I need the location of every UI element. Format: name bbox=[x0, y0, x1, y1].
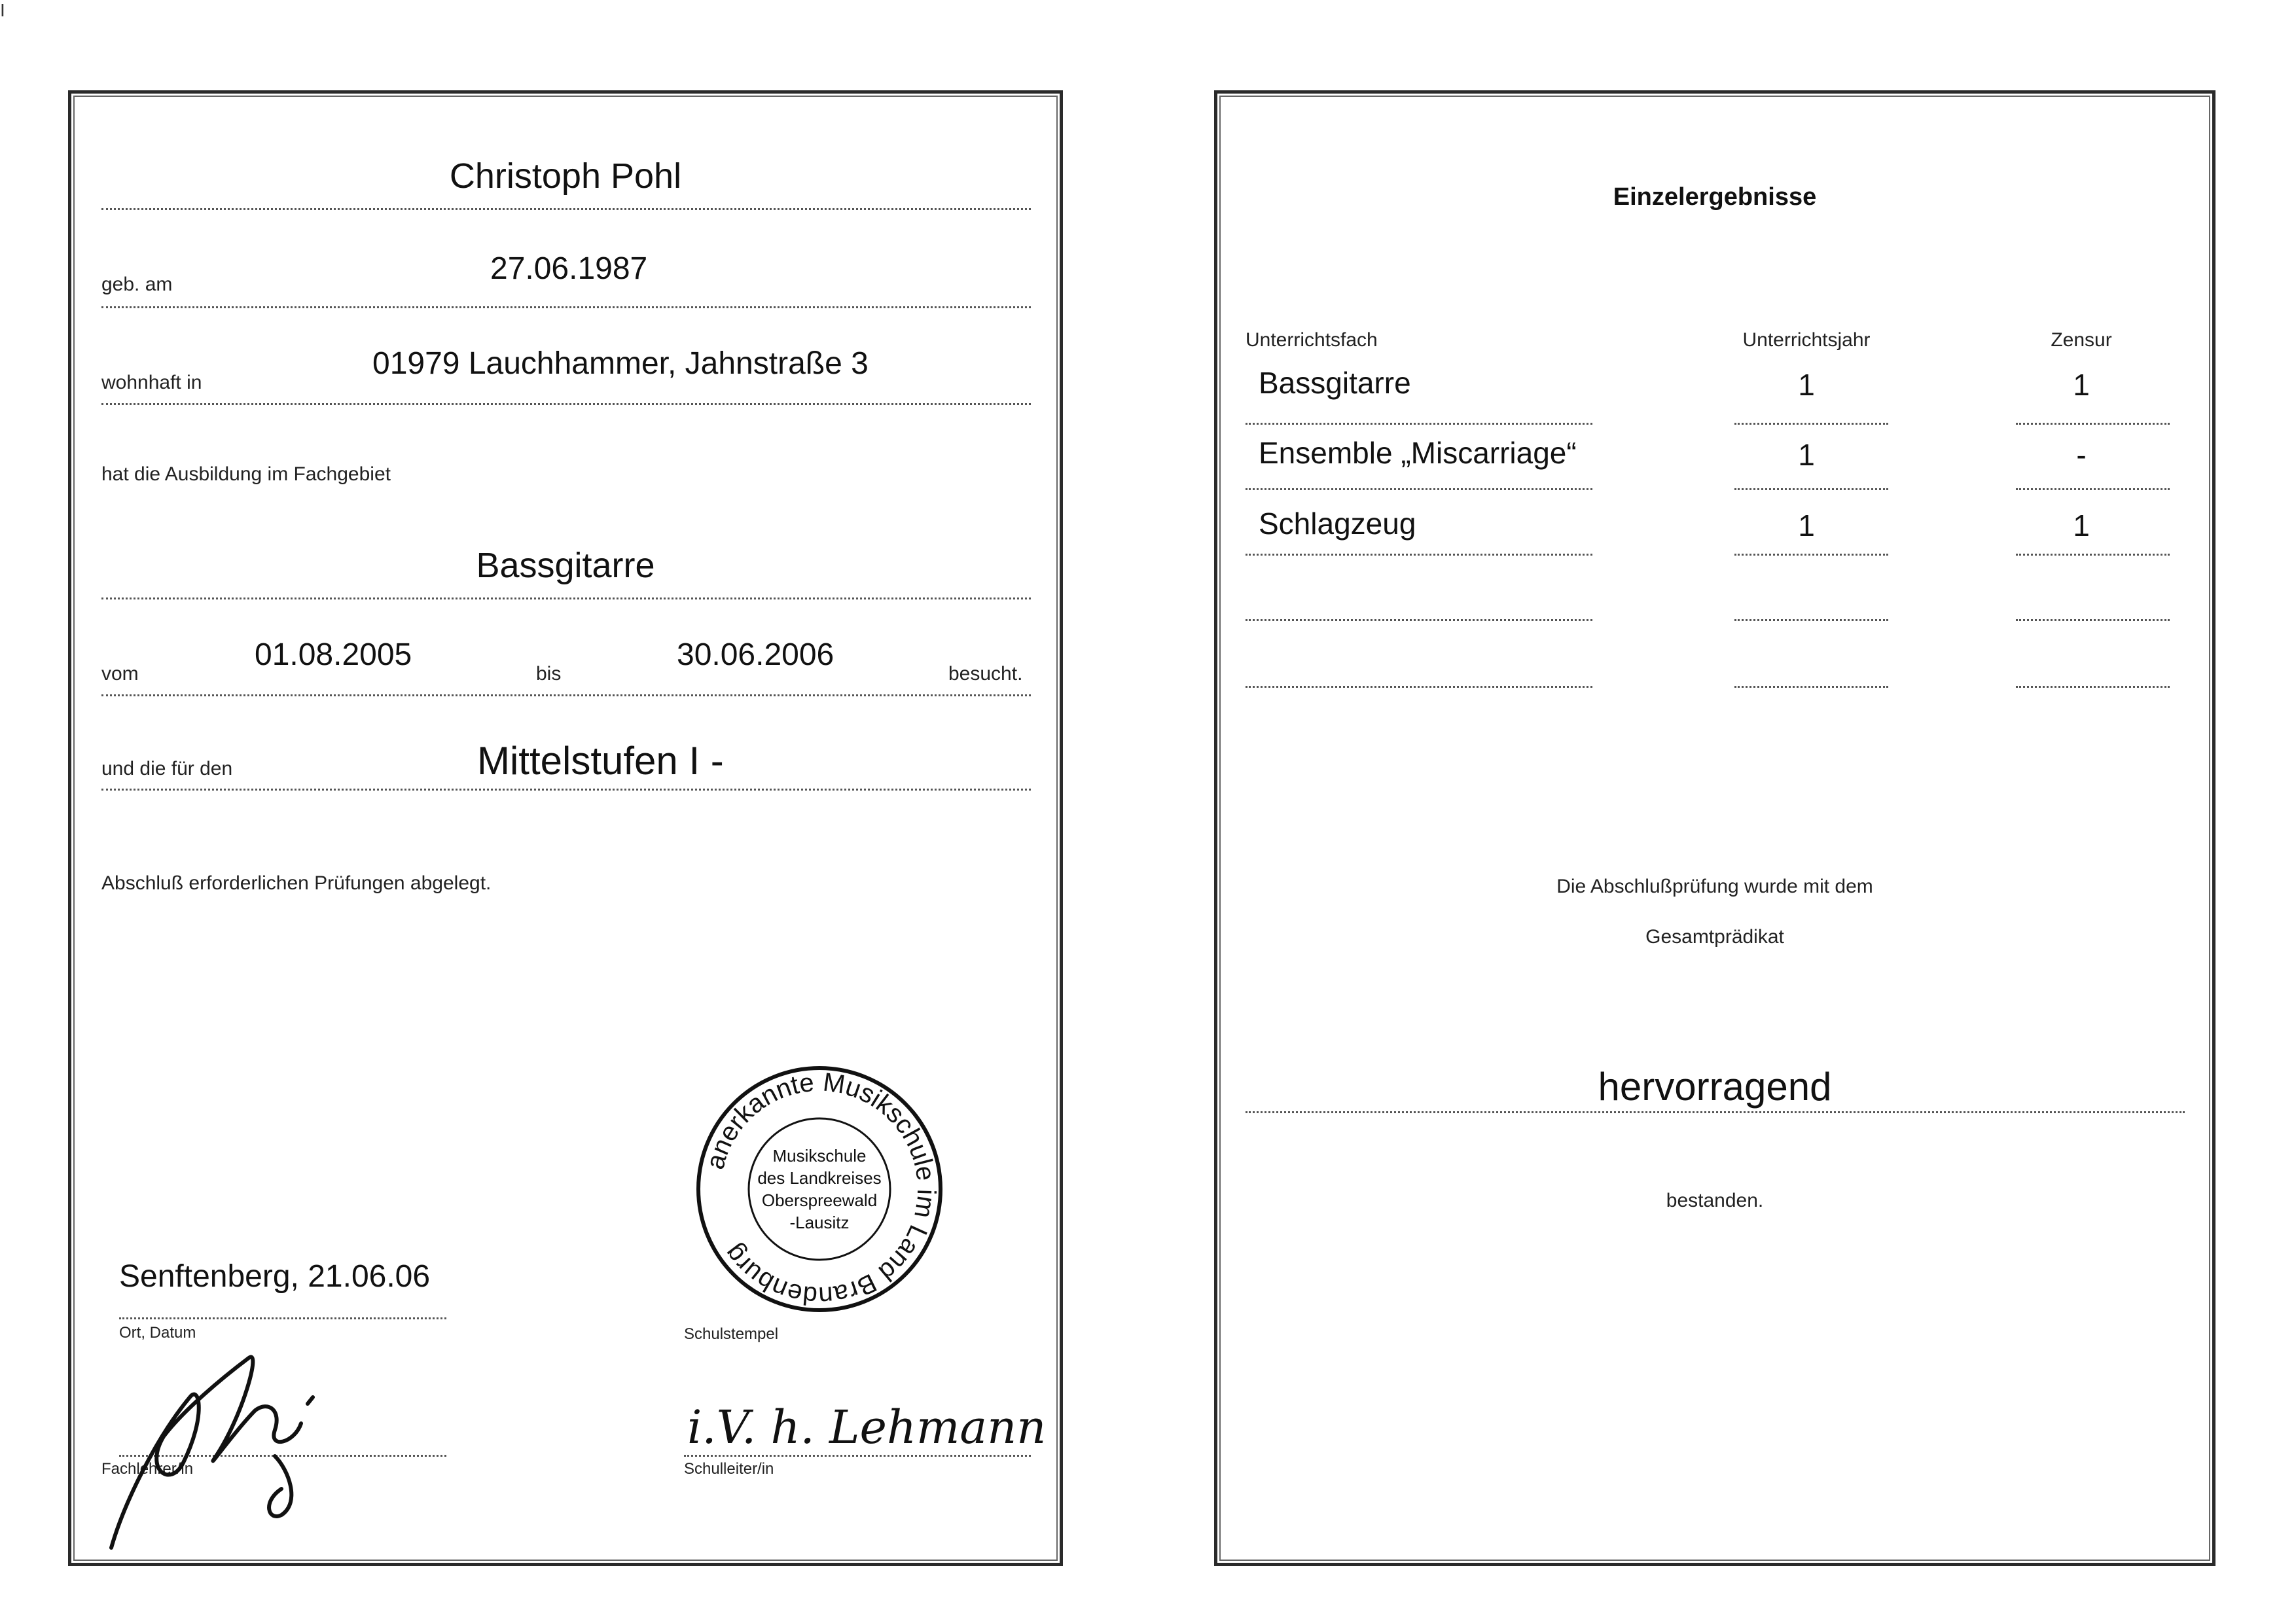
verdict: hervorragend bbox=[1598, 1065, 1832, 1109]
scan-corner-mark: I bbox=[0, 0, 5, 20]
school-stamp bbox=[695, 1065, 944, 1313]
row-2-grade-line bbox=[2016, 488, 2170, 490]
place-date-line bbox=[119, 1317, 446, 1319]
results-page bbox=[1214, 90, 2215, 1566]
stamp-inner-line-1: Musikschule bbox=[772, 1146, 867, 1166]
to-label: bis bbox=[536, 663, 562, 685]
born-label: geb. am bbox=[101, 274, 173, 295]
dates-line bbox=[101, 694, 1031, 696]
row-1-year: 1 bbox=[1798, 368, 1815, 402]
svg-text:anerkannte Musikschule im Land bbox=[700, 1067, 941, 1310]
row-3-grade: 1 bbox=[2073, 508, 2090, 543]
col-subject-header: Unterrichtsfach bbox=[1246, 329, 1378, 351]
teacher-label: Fachlehrer/in bbox=[101, 1460, 194, 1478]
stamp-inner-line-4: -Lausitz bbox=[789, 1213, 850, 1232]
row-3-grade-line bbox=[2016, 554, 2170, 556]
row-5-grade-line bbox=[2016, 686, 2170, 688]
row-4-grade-line bbox=[2016, 619, 2170, 621]
final-text-line-1: Die Abschlußprüfung wurde mit dem bbox=[1556, 876, 1873, 897]
training-label: hat die Ausbildung im Fachgebiet bbox=[101, 463, 391, 485]
born-date: 27.06.1987 bbox=[490, 251, 648, 286]
subject-field: Bassgitarre bbox=[476, 546, 655, 585]
exam-text: Abschluß erforderlichen Prüfungen abgelegt. bbox=[101, 872, 492, 894]
row-1-grade-line bbox=[2016, 423, 2170, 425]
teacher-signature bbox=[85, 1338, 360, 1554]
row-3-subject-line bbox=[1246, 554, 1592, 556]
stamp-label: Schulstempel bbox=[684, 1325, 779, 1343]
principal-label: Schulleiter/in bbox=[684, 1460, 774, 1478]
row-5-year-line bbox=[1734, 686, 1888, 688]
final-text-line-2: Gesamtprädikat bbox=[1645, 926, 1784, 948]
verdict-line bbox=[1246, 1111, 2185, 1113]
row-4-subject-line bbox=[1246, 619, 1592, 621]
place-date: Senftenberg, 21.06.06 bbox=[119, 1259, 431, 1294]
row-3-year: 1 bbox=[1798, 508, 1815, 543]
row-4-year-line bbox=[1734, 619, 1888, 621]
visited-label: besucht. bbox=[948, 663, 1023, 685]
residence: 01979 Lauchhammer, Jahnstraße 3 bbox=[372, 346, 869, 381]
row-1-subject-line bbox=[1246, 423, 1592, 425]
from-label: vom bbox=[101, 663, 139, 685]
student-name: Christoph Pohl bbox=[449, 156, 682, 196]
principal-signature bbox=[681, 1387, 1047, 1466]
residence-label: wohnhaft in bbox=[101, 372, 202, 393]
col-grade-header: Zensur bbox=[2051, 329, 2112, 351]
level-field: Mittelstufen I - bbox=[477, 739, 724, 783]
stamp-outer-text: anerkannte Musikschule im Land Brandenburg bbox=[700, 1067, 941, 1311]
row-2-subject: Ensemble „Miscarriage“ bbox=[1259, 436, 1577, 470]
row-1-subject: Bassgitarre bbox=[1259, 366, 1411, 400]
place-date-label: Ort, Datum bbox=[119, 1324, 196, 1342]
results-title: Einzelergebnisse bbox=[1613, 183, 1817, 211]
for-label: und die für den bbox=[101, 758, 233, 779]
level-line bbox=[101, 789, 1031, 791]
from-date: 01.08.2005 bbox=[255, 637, 412, 672]
stamp-inner-line-3: Oberspreewald bbox=[761, 1190, 878, 1210]
row-2-grade: - bbox=[2076, 438, 2087, 472]
born-line bbox=[101, 306, 1031, 308]
row-2-subject-line bbox=[1246, 488, 1592, 490]
row-2-year: 1 bbox=[1798, 438, 1815, 472]
col-year-header: Unterrichtsjahr bbox=[1742, 329, 1871, 351]
passed-text: bestanden. bbox=[1666, 1190, 1764, 1211]
stamp-inner-line-2: des Landkreises bbox=[757, 1168, 882, 1188]
name-line bbox=[101, 208, 1031, 210]
row-1-year-line bbox=[1734, 423, 1888, 425]
row-1-grade: 1 bbox=[2073, 368, 2090, 402]
to-date: 30.06.2006 bbox=[677, 637, 834, 672]
row-3-subject: Schlagzeug bbox=[1259, 507, 1416, 541]
principal-signature-text: i.V. h. Lehmann bbox=[687, 1400, 1047, 1454]
row-3-year-line bbox=[1734, 554, 1888, 556]
subject-line bbox=[101, 597, 1031, 599]
row-5-subject-line bbox=[1246, 686, 1592, 688]
residence-line bbox=[101, 403, 1031, 405]
row-2-year-line bbox=[1734, 488, 1888, 490]
